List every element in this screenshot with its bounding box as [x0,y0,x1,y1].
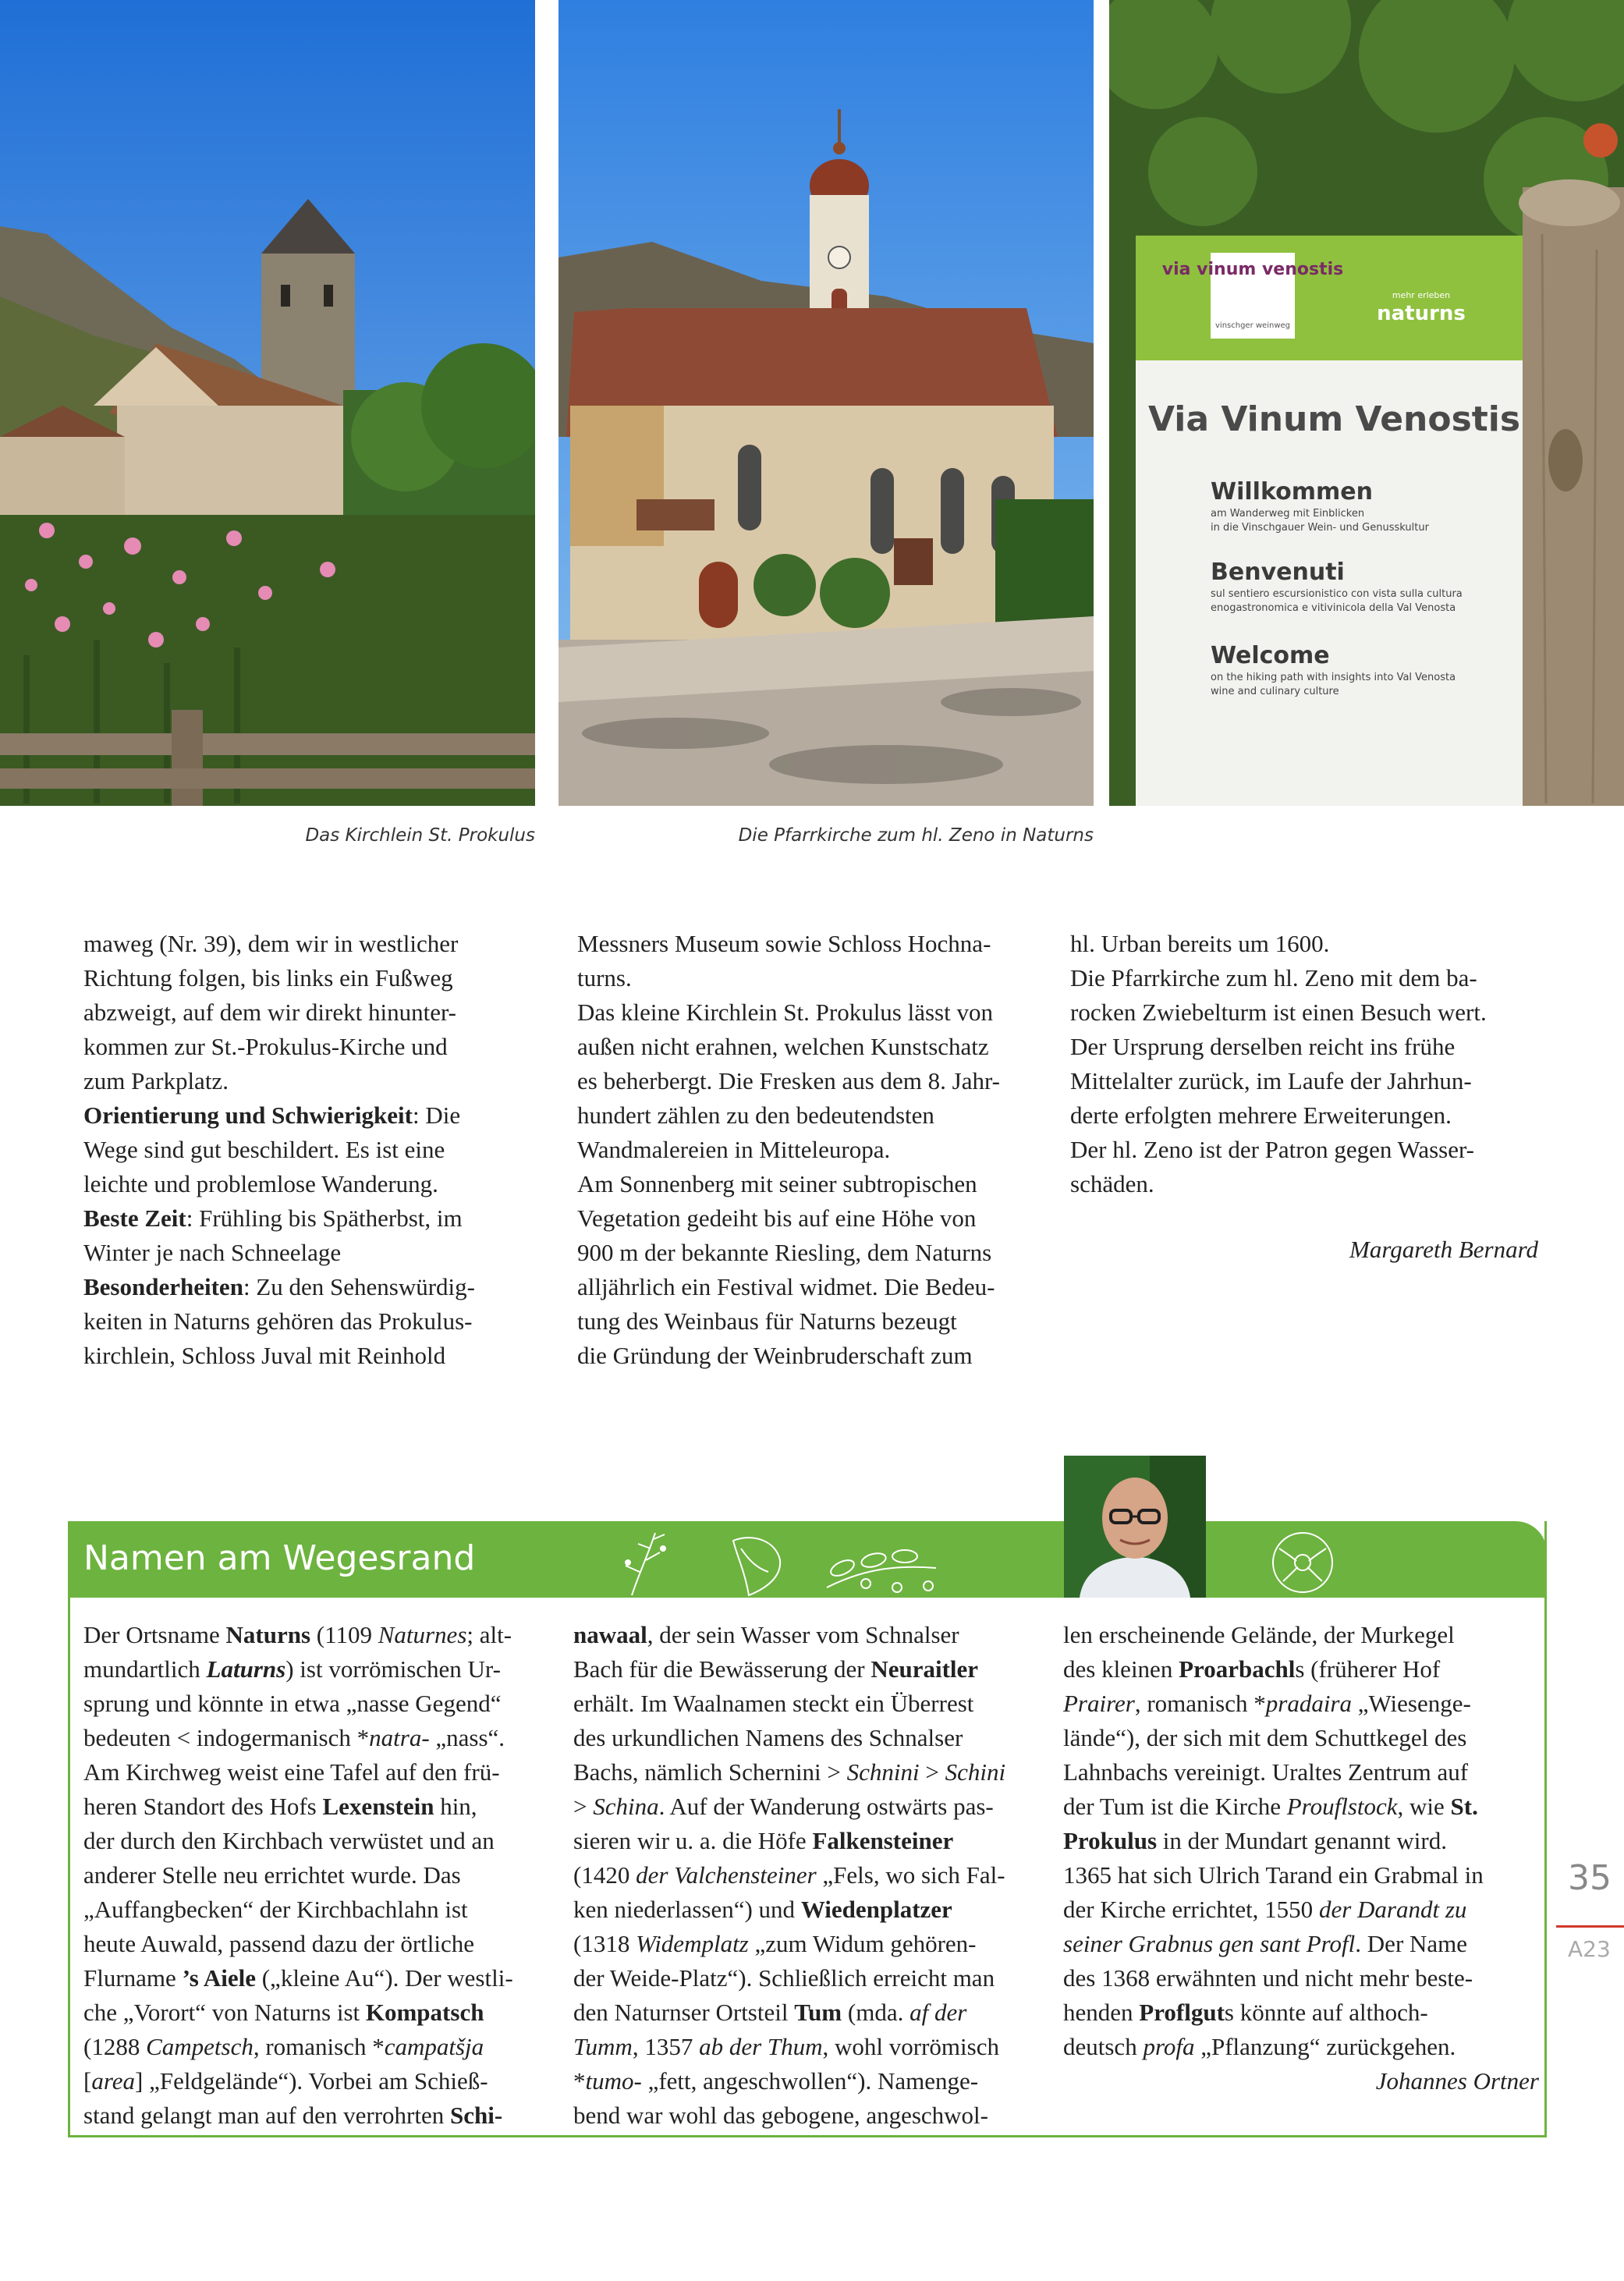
text-line: Winter je nach Schneelage [83,1239,342,1266]
sign-title: Via Vinum Venostis [1148,399,1521,439]
text-line: keiten in Naturns gehören das Prokulus- [83,1307,473,1335]
text-line: Vegetation gedeiht bis auf eine Höhe von [577,1204,977,1232]
text-line: (1318 Widemplatz „zum Widum gehören- [573,1930,977,1957]
text-line: den Naturnser Ortsteil Tum (mda. af der [573,1999,967,2026]
text-line: hl. Urban bereits um 1600. [1070,930,1330,957]
sign-h3: Welcome [1211,642,1330,669]
label-besonderheiten: Besonderheiten [83,1273,243,1300]
text-line: derte erfolgten mehrere Erweiterungen. [1070,1101,1452,1129]
text-line: Das kleine Kirchlein St. Prokulus lässt von [577,999,993,1026]
sign-sub-text: vinschger weinweg [1215,321,1290,330]
text-line: der Kirche errichtet, 1550 der Darandt zu [1063,1896,1467,1923]
text-line: kommen zur St.-Prokulus-Kirche und [83,1033,448,1060]
text-line: zum Parkplatz. [83,1067,229,1094]
photo-st-prokulus [0,0,535,806]
text-line: Die Pfarrkirche zum hl. Zeno mit dem ba- [1070,964,1477,992]
text-line: (1288 Campetsch, romanisch *campatšja [83,2033,484,2060]
text-line: Bach für die Bewässerung der Neuraitler [573,1655,979,1683]
text-line: Der Ortsname Naturns (1109 Naturnes; alt- [83,1621,512,1648]
text-line: abzweigt, auf dem wir direkt hinunter- [83,999,456,1026]
text-line: der durch den Kirchbach verwüstet und an [83,1827,495,1854]
text-line: Richtung folgen, bis links ein Fußweg [83,964,453,992]
text-line: Prairer, romanisch *pradaira „Wiesenge- [1063,1690,1471,1717]
text-line: stand gelangt man auf den verrohrten Schi- [83,2102,503,2129]
sign-brand-text: via vinum venostis [1161,260,1344,279]
text-line: hundert zählen zu den bedeutendsten [577,1101,934,1129]
text-line: „Auffangbecken“ der Kirchbachlahn ist [83,1896,468,1923]
text-line: > Schina. Auf der Wanderung ostwärts pas- [573,1793,994,1820]
sign-t1b: in die Vinschgauer Wein- und Genusskultur [1211,522,1429,534]
photo-sign-via-vinum-venostis [1109,0,1624,806]
text-line: Wege sind gut beschildert. Es ist eine [83,1136,445,1163]
text-line: Beste Zeit: Frühling bis Spätherbst, im [83,1204,463,1232]
text-line: bend war wohl das gebogene, angeschwol- [573,2102,988,2129]
article-author: Margareth Bernard [1349,1236,1538,1263]
label-orientierung: Orientierung und Schwierigkeit [83,1101,413,1129]
author-portrait [1064,1456,1206,1598]
text-line: mundartlich Laturns) ist vorrömischen Ur- [83,1655,501,1683]
text-line: außen nicht erahnen, welchen Kunstschatz [577,1033,989,1060]
text-line: der Weide-Platz“). Schließlich erreicht man [573,1964,995,1992]
text-line: Prokulus in der Mundart genannt wird. [1063,1827,1447,1854]
text-line: deutsch profa „Pflanzung“ zurückgehen. [1063,2033,1456,2060]
sign-t3b: wine and culinary culture [1211,686,1339,697]
text-line: sprung und könnte in etwa „nasse Gegend“ [83,1690,502,1717]
text-line: Der hl. Zeno ist der Patron gegen Wasser- [1070,1136,1474,1163]
text-line: erhält. Im Waalnamen steckt ein Überrest [573,1690,974,1717]
text-line: Der Ursprung derselben reicht ins frühe [1070,1033,1456,1060]
sign-t2a: sul sentiero escursionistico con vista sulla cultura [1211,588,1463,600]
page-code: A23 [1568,1936,1611,1962]
text-line: Messners Museum sowie Schloss Hochna- [577,930,991,957]
text-line: es beherbergt. Die Fresken aus dem 8. Jahr- [577,1067,1001,1094]
namen-box-column-3 [1063,1618,1539,2098]
sign-t2b: enogastronomica e vitivinicola della Val Venosta [1211,602,1456,614]
text-line: schäden. [1070,1170,1154,1197]
text-line: (1420 der Valchensteiner „Fels, wo sich Fal- [573,1861,1005,1889]
text-line: anderer Stelle neu errichtet wurde. Das [83,1861,461,1889]
text-line: rocken Zwiebelturm ist einen Besuch wert. [1070,999,1487,1026]
photo-pfarrkirche-zeno [558,0,1094,806]
sign-right-small: mehr erleben [1392,290,1451,300]
text-line: heute Auwald, passend dazu der örtliche [83,1930,474,1957]
text-line: des kleinen Proarbachls (früherer Hof [1063,1655,1441,1683]
box-author: Johannes Ortner [1375,2067,1539,2095]
sign-h2: Benvenuti [1211,559,1345,586]
namen-box-title: Namen am Wegesrand [83,1538,476,1578]
text-line: Am Kirchweg weist eine Tafel auf den frü- [83,1758,500,1786]
text-line: seiner Grabnus gen sant Profl. Der Name [1063,1930,1468,1957]
text-line: des urkundlichen Namens des Schnalser [573,1724,963,1751]
text-line: die Gründung der Weinbruderschaft zum [577,1342,973,1369]
text-line: 1365 hat sich Ulrich Tarand ein Grabmal in [1063,1861,1484,1889]
article-column-1 [83,927,551,1373]
sign-h1: Willkommen [1211,478,1373,506]
text-line: [area] „Feldgelände“). Vorbei am Schieß- [83,2067,488,2095]
text-line: des 1368 erwähnten und nicht mehr beste- [1063,1964,1473,1992]
text-line: *tumo- „fett, angeschwollen“). Namenge- [573,2067,979,2095]
text-line: Lahnbachs vereinigt. Uraltes Zentrum auf [1063,1758,1469,1786]
flower-decoration-icon [608,1525,1045,1599]
page-divider [1556,1925,1624,1928]
text-line: henden Proflguts könnte auf althoch- [1063,1999,1428,2026]
sign-right-big: naturns [1377,302,1466,325]
article-column-2 [577,927,1061,1373]
text-line: nawaal, der sein Wasser vom Schnalser [573,1621,959,1648]
text-line: lände“), der sich mit dem Schuttkegel des [1063,1724,1467,1751]
text-line: turns. [577,964,632,992]
text-line: maweg (Nr. 39), dem wir in westlicher [83,930,459,957]
text-line: che „Vorort“ von Naturns ist Kompatsch [83,1999,484,2026]
text-line: Wandmalereien in Mitteleuropa. [577,1136,891,1163]
text-line: leichte und problemlose Wanderung. [83,1170,438,1197]
text-line: Mittelalter zurück, im Laufe der Jahrhun- [1070,1067,1472,1094]
namen-box-column-1 [83,1618,551,2133]
text-line: der Tum ist die Kirche Prouflstock, wie St. [1063,1793,1478,1820]
article-column-3 [1070,927,1538,1267]
text-line: kirchlein, Schloss Juval mit Reinhold [83,1342,446,1369]
sign-t3a: on the hiking path with insights into Val Venosta [1211,672,1456,683]
poppy-decoration-icon [1248,1525,1357,1599]
text-line: Besonderheiten: Zu den Sehenswürdig- [83,1273,475,1300]
text-line: Am Sonnenberg mit seiner subtropischen [577,1170,977,1197]
text-line: heren Standort des Hofs Lexenstein hin, [83,1793,477,1820]
text-line: ken niederlassen“) und Wiedenplatzer [573,1896,952,1923]
text-line: Flurname ’s Aiele („kleine Au“). Der westli- [83,1964,513,1992]
caption-st-prokulus: Das Kirchlein St. Prokulus [305,825,535,846]
text-line: bedeuten < indogermanisch *natra- „nass“. [83,1724,505,1751]
text-line: Orientierung und Schwierigkeit: Die [83,1101,461,1129]
text-line: Bachs, nämlich Schernini > Schnini > Schini [573,1758,1006,1786]
label-beste-zeit: Beste Zeit [83,1204,186,1232]
text-line: len erscheinende Gelände, der Murkegel [1063,1621,1455,1648]
text-line: 900 m der bekannte Riesling, dem Naturns [577,1239,992,1266]
sign-t1a: am Wanderweg mit Einblicken [1211,508,1365,520]
namen-box-column-2 [573,1618,1057,2133]
text-line: sieren wir u. a. die Höfe Falkensteiner [573,1827,954,1854]
page-number: 35 [1568,1858,1612,1898]
text-line: alljährlich ein Festival widmet. Die Bedeu- [577,1273,995,1300]
text-line: Tumm, 1357 ab der Thum, wohl vorrömisch [573,2033,999,2060]
text-line: tung des Weinbaus für Naturns bezeugt [577,1307,957,1335]
caption-pfarrkirche: Die Pfarrkirche zum hl. Zeno in Naturns [738,825,1094,846]
